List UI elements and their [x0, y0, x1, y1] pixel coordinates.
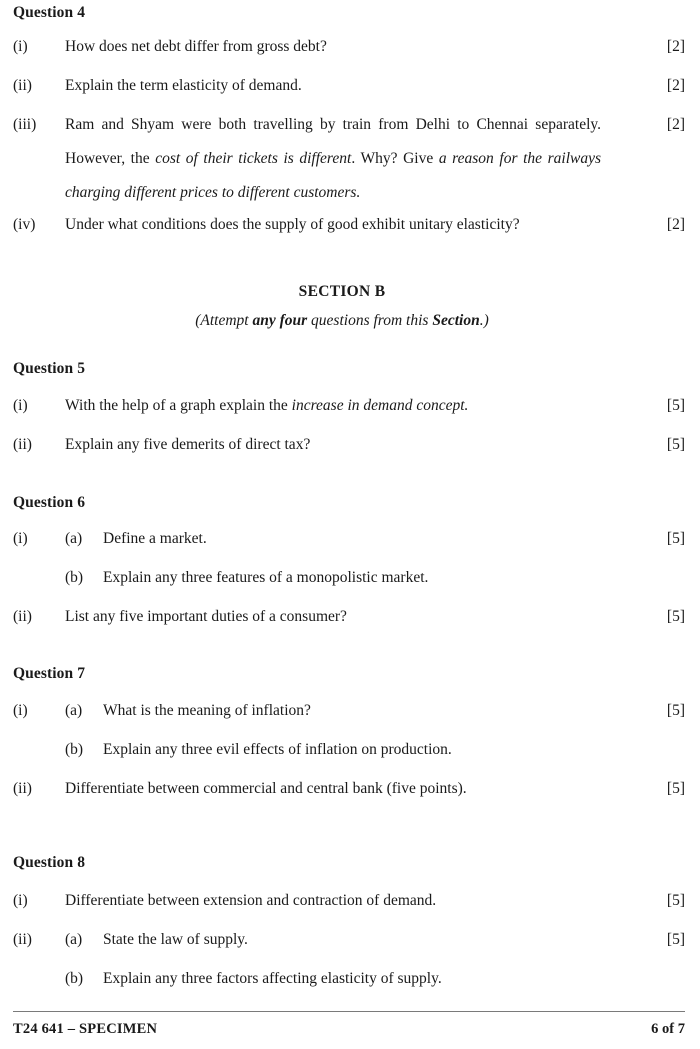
item-subnumber: (a)	[65, 931, 83, 948]
item-subnumber: (b)	[65, 741, 84, 758]
item-marks: [5]	[666, 397, 685, 414]
item-text-italic-1: increase in demand concept.	[291, 397, 469, 414]
item-text-italic-2: a reason for the railways charging different prices to different customers.	[65, 150, 602, 201]
question-6-item-ii	[13, 600, 685, 634]
question-7-item-ii	[13, 772, 685, 806]
item-marks: [5]	[666, 530, 685, 547]
item-marks: [5]	[666, 702, 685, 719]
item-number: (i)	[13, 702, 28, 719]
question-8-item-ii-b	[13, 962, 673, 996]
item-number: (iv)	[13, 216, 36, 233]
item-subnumber: (b)	[65, 569, 84, 586]
item-text: Explain any five demerits of direct tax?	[65, 436, 311, 453]
item-text: Under what conditions does the supply of good exhibit unitary elasticity?	[65, 216, 520, 233]
question-heading-6: Question 6	[13, 494, 86, 511]
item-text-plain-1: Ram and Shyam were both travelling by train from Delhi to Chennai separately. However, the	[65, 116, 601, 167]
question-7-item-i-b	[13, 733, 673, 767]
item-text: List any five important duties of a consumer?	[65, 608, 347, 625]
item-text-italic-1: cost of their tickets is different	[155, 150, 352, 167]
item-text: What is the meaning of inflation?	[103, 702, 311, 719]
item-marks: [5]	[666, 780, 685, 797]
item-number: (ii)	[13, 608, 32, 625]
item-number: (ii)	[13, 436, 32, 453]
question-7-item-i-a	[13, 694, 685, 728]
section-b-instruction	[0, 312, 684, 330]
item-number: (i)	[13, 530, 28, 547]
item-text	[65, 108, 601, 210]
instruction-open: (Attempt	[195, 312, 253, 329]
question-heading-5: Question 5	[13, 360, 86, 377]
instruction-middle: questions from this	[307, 312, 433, 329]
question-4-item-ii	[13, 69, 685, 103]
item-text: Explain any three factors affecting elasticity of supply.	[103, 970, 442, 987]
question-8-item-i	[13, 884, 685, 918]
item-number: (i)	[13, 892, 28, 909]
item-number: (ii)	[13, 780, 32, 797]
item-marks: [5]	[666, 892, 685, 909]
item-number: (ii)	[13, 77, 32, 94]
question-5-item-i	[13, 389, 685, 423]
item-text: State the law of supply.	[103, 931, 248, 948]
item-number: (ii)	[13, 931, 32, 948]
question-6-item-i-a	[13, 522, 685, 556]
item-marks: [2]	[666, 77, 685, 94]
item-number: (i)	[13, 38, 28, 55]
footer-divider	[13, 1011, 685, 1012]
question-heading-8: Question 8	[13, 854, 86, 871]
item-marks: [2]	[666, 38, 685, 55]
item-text: Define a market.	[103, 530, 207, 547]
instruction-emphasis-any-four: any four	[252, 312, 308, 329]
item-number: (iii)	[13, 116, 37, 133]
item-subnumber: (a)	[65, 702, 83, 719]
item-marks: [2]	[666, 216, 685, 233]
question-4-item-iii	[13, 108, 685, 210]
item-subnumber: (b)	[65, 970, 84, 987]
instruction-emphasis-section: Section	[432, 312, 480, 329]
item-subnumber: (a)	[65, 530, 83, 547]
item-text: Differentiate between commercial and central bank (five points).	[65, 780, 467, 797]
item-text: Differentiate between extension and contraction of demand.	[65, 892, 437, 909]
item-marks: [2]	[666, 116, 685, 133]
footer-paper-code: T24 641 – SPECIMEN	[13, 1021, 158, 1037]
question-6-item-i-b	[13, 561, 673, 595]
section-b-title: SECTION B	[298, 283, 386, 300]
item-number: (i)	[13, 397, 28, 414]
question-8-item-ii-a	[13, 923, 685, 957]
item-text-plain-1: With the help of a graph explain the	[65, 397, 292, 414]
item-text-plain-2: . Why? Give	[351, 150, 439, 167]
item-text: Explain any three evil effects of inflation on production.	[103, 741, 452, 758]
item-text: How does net debt differ from gross debt?	[65, 38, 327, 55]
item-marks: [5]	[666, 608, 685, 625]
instruction-close: .)	[479, 312, 489, 329]
item-text: Explain the term elasticity of demand.	[65, 77, 302, 94]
question-heading-4: Question 4	[13, 4, 86, 21]
question-heading-7: Question 7	[13, 665, 86, 682]
item-marks: [5]	[666, 931, 685, 948]
question-4-item-i	[13, 30, 685, 64]
question-5-item-ii	[13, 428, 685, 462]
item-text	[65, 389, 601, 423]
footer-page-number: 6 of 7	[651, 1021, 685, 1037]
item-marks: [5]	[666, 436, 685, 453]
item-text: Explain any three features of a monopolistic market.	[103, 569, 429, 586]
question-4-item-iv	[13, 208, 685, 242]
